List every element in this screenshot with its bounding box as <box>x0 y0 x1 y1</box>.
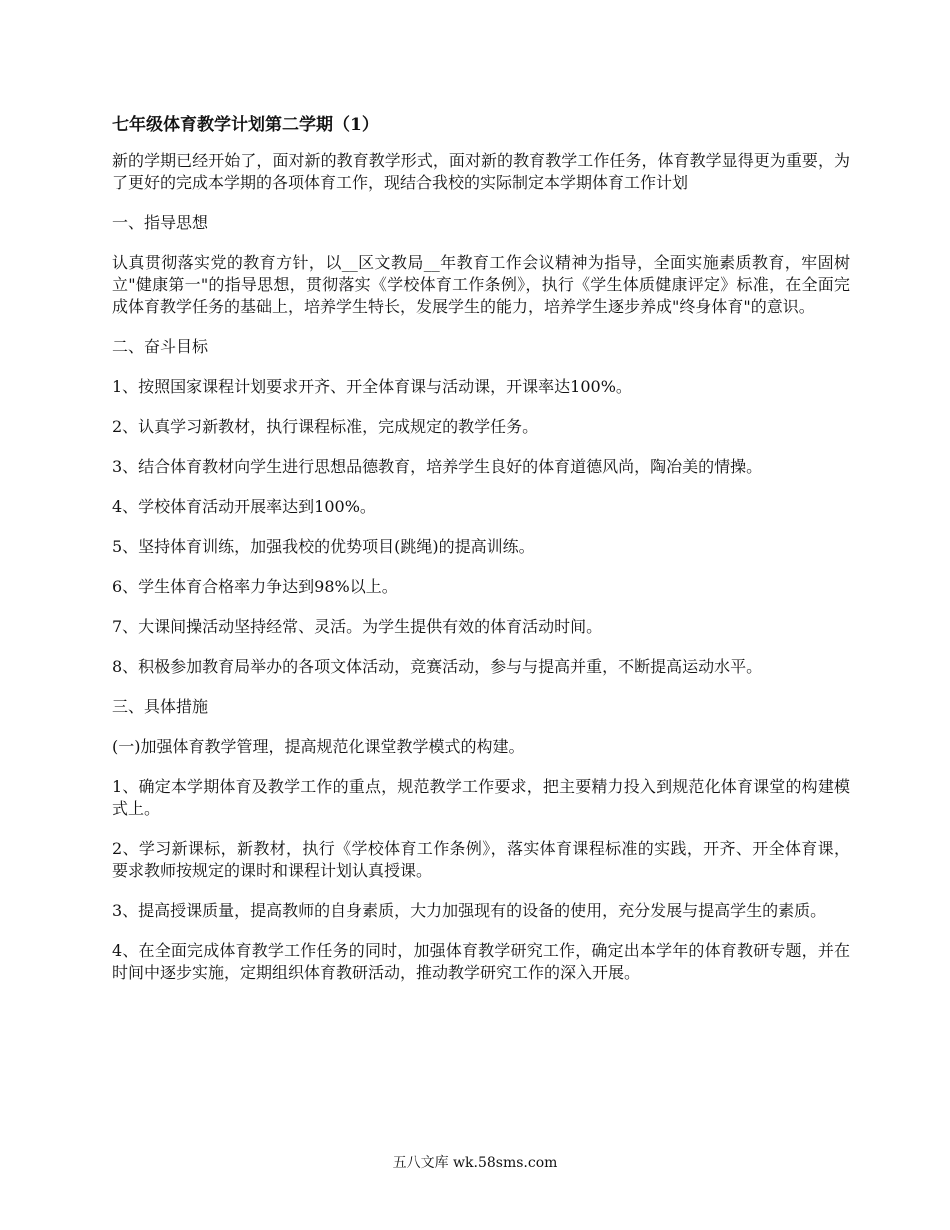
goal-item-5: 5、坚持体育训练，加强我校的优势项目(跳绳)的提高训练。 <box>112 537 535 556</box>
goal-item-3: 3、结合体育教材向学生进行思想品德教育，培养学生良好的体育道德风尚，陶冶美的情操。 <box>112 457 763 476</box>
measure-item-1: 1、确定本学期体育及教学工作的重点，规范教学工作要求，把主要精力投入到规范化体育课堂的构建模式上。 <box>112 777 850 818</box>
goal-item-6: 6、学生体育合格率力争达到98%以上。 <box>112 577 398 596</box>
measure-item-2: 2、学习新课标，新教材，执行《学校体育工作条例》，落实体育课程标准的实践，开齐、开全体育课，要求教师按规定的课时和课程计划认真授课。 <box>112 839 850 880</box>
document-title: 七年级体育教学计划第二学期（1） <box>112 115 379 135</box>
measure-item-3: 3、提高授课质量，提高教师的自身素质，大力加强现有的设备的使用，充分发展与提高学生的素质。 <box>112 901 827 920</box>
section-heading-guiding-ideology: 一、指导思想 <box>112 213 209 232</box>
measures-subheading-1: (一)加强体育教学管理，提高规范化课堂教学模式的构建。 <box>112 737 525 756</box>
document-page <box>112 112 850 1002</box>
measure-item-4: 4、在全面完成体育教学工作任务的同时，加强体育教学研究工作，确定出本学年的体育教研专题，并在时间中逐步实施，定期组织体育教研活动，推动教学研究工作的深入开展。 <box>112 941 850 982</box>
footer-watermark: 五八文库 wk.58sms.com <box>392 1155 558 1171</box>
goal-item-2: 2、认真学习新教材，执行课程标准，完成规定的教学任务。 <box>112 417 539 436</box>
goal-item-8: 8、积极参加教育局举办的各项文体活动，竞赛活动，参与与提高并重，不断提高运动水平。 <box>112 657 763 676</box>
goal-item-1: 1、按照国家课程计划要求开齐、开全体育课与活动课，开课率达100%。 <box>112 377 632 396</box>
goal-item-7: 7、大课间操活动坚持经常、灵活。为学生提供有效的体育活动时间。 <box>112 617 603 636</box>
intro-paragraph: 新的学期已经开始了，面对新的教育教学形式，面对新的教育教学工作任务，体育教学显得更为重要，为了更好的完成本学期的各项体育工作，现结合我校的实际制定本学期体育工作计划 <box>112 151 850 192</box>
section-heading-measures: 三、具体措施 <box>112 697 209 716</box>
guiding-ideology-paragraph: 认真贯彻落实党的教育方针，以__区文教局__年教育工作会议精神为指导，全面实施素质教育，牢固树立"健康第一"的指导思想，贯彻落实《学校体育工作条例》，执行《学生体质健康评定》标准，在全面完成体育教学任务的基础上，培养学生特长，发展学生的能力，培养学生逐步养成"终身体育"的意识。 <box>112 253 850 316</box>
goal-item-4: 4、学校体育活动开展率达到100%。 <box>112 497 376 516</box>
section-heading-goals: 二、奋斗目标 <box>112 337 209 356</box>
